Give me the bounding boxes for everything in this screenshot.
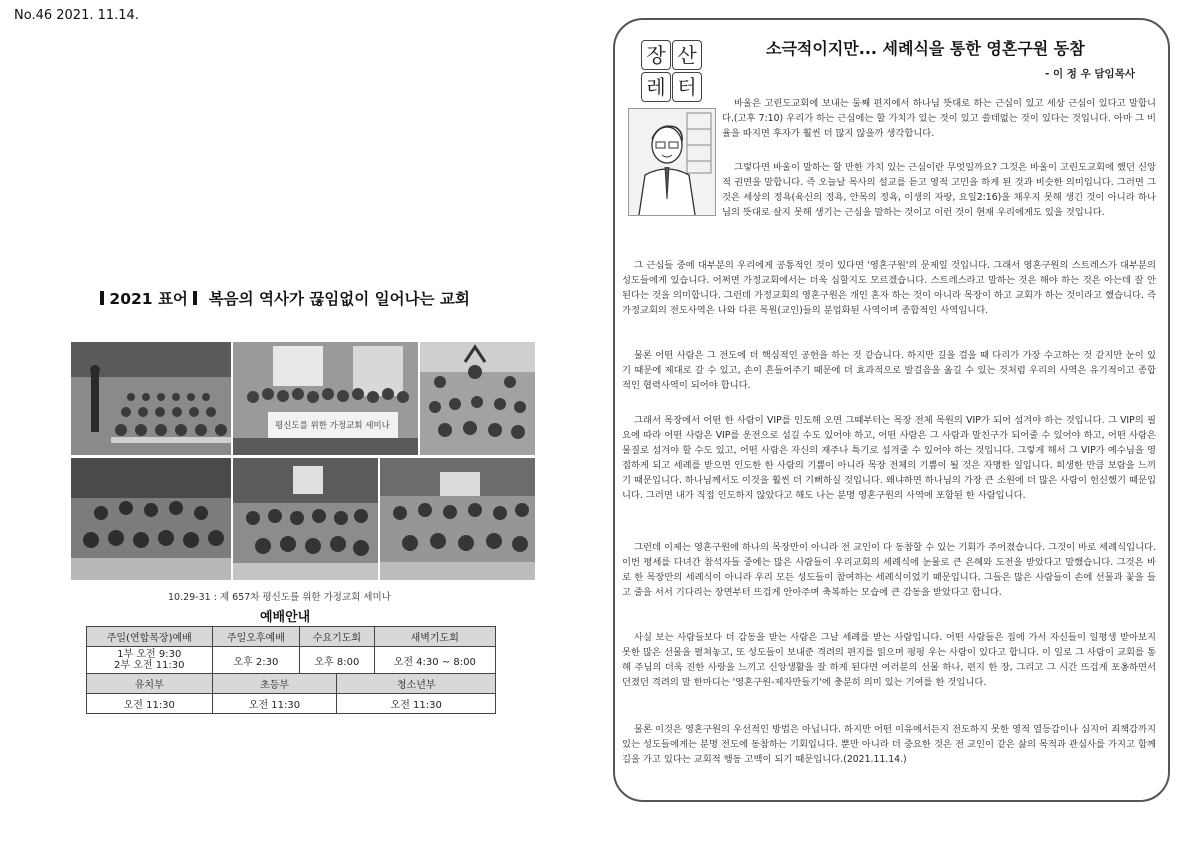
motto-heading	[100, 287, 500, 309]
paragraph-7: 사실 보는 사람들보다 더 감동을 받는 사람은 그날 세례를 받는 사람입니다. 어떤 사람들은 집에 가서 자신들이 일평생 받아보지 못한 많은 선물을 펼쳐놓고, 또 성도들이 보내준 격려의 편지를 읽으며 펑펑 우는 사람이 있다고 합니다. 이 일로 그 사람이 교회를 통해 주님의 더욱 진한 사랑을 느끼고 신앙생활을 잘 하게 된다면 여러분의 선물 하나, 편지 한 장, 그리고 그 시간 뜨겁게 포옹하면서 던졌던 격려의 말 한마디는 '영혼구원-제자만들기'에 충분히 의미 있는 기여를 한 것입니다.	[622, 632, 1156, 688]
sunday-afternoon-time: 오후 2:30	[212, 647, 300, 674]
header-youth: 청소년부	[337, 674, 496, 694]
header-sunday-service: 주일(연합목장)예배	[87, 627, 213, 647]
small-group-photo-1	[71, 458, 231, 580]
motto-year-label: 2021 표어	[109, 290, 188, 308]
motto-text: 복음의 역사가 끊임없이 일어나는 교회	[208, 290, 470, 308]
header-dawn-prayer: 새벽기도회	[374, 627, 495, 647]
paragraph-1: 바울은 고린도교회에 보내는 둘째 편지에서 하나님 뜻대로 하는 근심이 있고 세상 근심이 있다고 말합니다.(고후 7:10) 우리가 하는 근심에는 할 가치가 있는 것이 있고 쓸데없는 것이 있다는 것입니다. 아마 그 비율을 따지면 후자가 훨씬 더 많지 않을까 생각합니다.	[722, 98, 1156, 139]
issue-number: No.46 2021. 11.14.	[14, 8, 139, 23]
column-tag-2: 산	[672, 40, 702, 70]
schedule-header-row	[87, 627, 496, 647]
column-tag-3: 레	[641, 72, 671, 102]
column-tag-1: 장	[641, 40, 671, 70]
schedule-title: 예배안내	[260, 610, 311, 625]
small-group-photo-3	[380, 458, 535, 580]
pastor-portrait	[628, 108, 716, 216]
department-header-row	[87, 674, 496, 694]
title-bar-left	[100, 291, 104, 305]
seminar-banner-photo	[233, 342, 418, 455]
paragraph-6: 그런데 이제는 영혼구원에 하나의 목장만이 아니라 전 교인이 다 동참할 수 있는 기회가 주어졌습니다. 그것이 바로 세례식입니다. 이번 평세를 다녀간 참석자들 중에는 많은 사람들이 우리교회의 세례식에 눈물로 큰 은혜와 도전을 받았다고 말했습니다. 그것은 바로 한 목장만의 세례식이 아니라 우리 모든 성도들이 참여하는 세례식이었기 때문입니다. 그들은 많은 사람들이 손에 선물과 꽃을 들고 줄을 서서 기다리는 장면부터 뜨겁게 안아주며 축복하는 모습에 큰 감동을 받았다고 합니다.	[622, 542, 1156, 598]
department-time-row	[87, 694, 496, 714]
header-wednesday-prayer: 수요기도회	[300, 627, 374, 647]
first-service-time: 1부 오전 9:30	[117, 649, 182, 660]
paragraph-3: 그 근심들 중에 대부분의 우리에게 공통적인 것이 있다면 '영혼구원'의 문제일 것입니다. 그래서 영혼구원의 스트레스가 대부분의 성도들에게 있습니다. 어쩌면 가정교회에서는 더욱 심할지도 모르겠습니다. 스트레스라고 말하는 것은 해야 하는 것은 아는데 잘 안 된다는 것을 의미합니다. 그런데 가정교회의 영혼구원은 개인 혼자 하는 것이 아니라 목장이 하고 교회가 하는 것이라고 했습니다. 즉 가정교회의 전도사역은 나와 다른 목원(교인)들의 분업화된 사역이며 종합적인 사역입니다.	[622, 260, 1156, 316]
youth-time: 오전 11:30	[337, 694, 496, 714]
column-tag-4: 터	[672, 72, 702, 102]
worship-schedule-table	[86, 626, 496, 714]
wednesday-prayer-time: 오후 8:00	[300, 647, 374, 674]
paragraph-5: 그래서 목장에서 어떤 한 사람이 VIP를 인도해 오면 그때부터는 목장 전체 목원의 VIP가 되어 섬겨야 하는 것입니다. 그 VIP의 필요에 따라 어떤 사람은 VIP를 운전으로 섬길 수도 있어야 하고, 어떤 사람은 그 사람과 말친구가 되어줄 수 있어야 하고, 어떤 사람은 물질로 섬겨야 할 수도 있고, 어떤 사람은 자신의 재주나 특기로 섬겨줄 수 있어야 하는 것입니다. 그렇게 해서 그 VIP가 예수님을 영접하게 되고 세례를 받으면 인도한 한 사람의 기쁨이 아니라 목장 전체의 기쁨이 될 것은 자명한 일입니다. 희생한 만큼 보람을 느끼기 때문입니다. 하나님께서도 이것을 훨씬 더 기뻐하실 것입니다. 왜냐하면 하나님의 가장 큰 소원에 더 많은 사람이 헌신했기 때문입니다. 그러면 내가 직접 인도하지 않았다고 해도 나는 분명 영혼구원의 사역에 포함된 한 사람입니다.	[622, 415, 1156, 501]
paragraph-4: 물론 어떤 사람은 그 전도에 더 핵심적인 공헌을 하는 것 같습니다. 하지만 길을 걸을 때 다리가 가장 수고하는 것 같지만 눈이 있기 때문에 제대로 갈 수 있고, 손이 흔들어주기 때문에 더 효과적으로 발걸음을 옮길 수 있는 것처럼 우리의 사역은 유기적이고 종합적인 협력사역이 되어야 합니다.	[622, 350, 1156, 391]
seminar-lecture-photo	[71, 342, 231, 455]
schedule-time-row	[87, 647, 496, 674]
header-sunday-afternoon: 주일오후예배	[212, 627, 300, 647]
paragraph-8: 물론 이것은 영혼구원의 우선적인 방법은 아닙니다. 하지만 어떤 이유에서든지 전도하지 못한 영적 열등감이나 심지어 죄책감까지 있는 성도들에게는 분명 전도에 동참하는 기회입니다. 뿐만 아니라 더 중요한 것은 전 교인이 같은 삶의 목적과 관심사를 가지고 함께 길을 가고 있다는 교회적 행동 고백이 되기 때문입니다.(2021.11.14.)	[622, 724, 1156, 765]
paragraph-2: 그렇다면 바울이 말하는 할 만한 가치 있는 근심이란 무엇일까요? 그것은 바울이 고린도교회에 했던 신앙적 권면을 말합니다. 즉 오늘날 목사의 설교를 듣고 영적 고민을 하게 된 것과 비슷한 의미입니다. 그러면 그것은 세상의 정욕(육신의 정욕, 안목의 정욕, 이생의 자랑, 요일2:16)을 채우지 못해 생긴 것이 아니라 하나님의 뜻대로 살지 못해 생기는 근심을 말하는 것이고 이런 것이 현재 우리에게도 있을 것입니다.	[722, 162, 1156, 218]
header-elementary: 초등부	[212, 674, 337, 694]
second-service-time: 2부 오전 11:30	[114, 660, 185, 671]
kindergarten-time: 오전 11:30	[87, 694, 213, 714]
small-group-photo-2	[233, 458, 378, 580]
title-bar-right	[193, 291, 197, 305]
seminar-banner-text: 평신도를 위한 가정교회 세미나	[275, 421, 390, 431]
elementary-time: 오전 11:30	[212, 694, 337, 714]
header-kindergarten: 유치부	[87, 674, 213, 694]
group-cheer-photo	[420, 342, 535, 455]
sunday-service-times	[87, 647, 213, 674]
column-title: 소극적이지만... 세례식을 통한 영혼구원 동참	[766, 39, 1085, 58]
photo-caption: 10.29-31 : 제 657차 평신도를 위한 가정교회 세미나	[168, 592, 391, 603]
column-author: - 이 정 우 담임목사	[1045, 68, 1135, 80]
dawn-prayer-time: 오전 4:30 ~ 8:00	[374, 647, 495, 674]
